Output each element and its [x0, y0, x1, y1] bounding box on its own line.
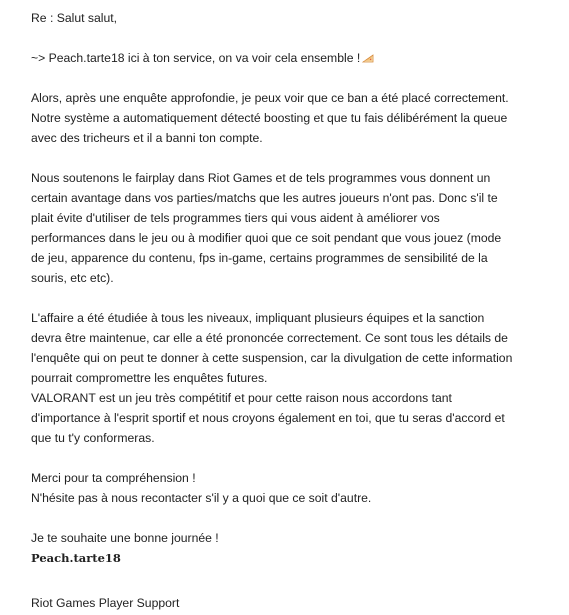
- text-line: que tu t'y conformeras.: [31, 431, 155, 445]
- agent-signature: Peach.tarte18: [31, 551, 121, 565]
- text-line: devra être maintenue, car elle a été prononcée correctement. Ce sont tous les détails de: [31, 331, 508, 345]
- text-line: VALORANT est un jeu très compétitif et pour cette raison nous accordons tant: [31, 391, 452, 405]
- greeting: Re : Salut salut,: [31, 11, 118, 25]
- spacer: [31, 448, 521, 468]
- intro-line: [31, 48, 521, 68]
- text-line: pourrait compromettre les enquêtes futures.: [31, 371, 268, 385]
- text-line: N'hésite pas à nous recontacter s'il y a quoi que ce soit d'autre.: [31, 491, 372, 505]
- text-line: d'importance à l'esprit sportif et nous croyons également en toi, que tu seras d'accord et: [31, 411, 505, 425]
- text-line: Alors, après une enquête approfondie, je peux voir que ce ban a été placé correctement.: [31, 91, 509, 105]
- text-line: Notre système a automatiquement détecté boosting et que tu fais délibérément la queue: [31, 111, 508, 125]
- closing-paragraph: [31, 468, 521, 508]
- spacer: [31, 148, 521, 168]
- text-line: performances dans le jeu ou à modifier quoi que ce soit pendant que vous jouez (mode: [31, 231, 502, 245]
- text-line: L'affaire a été étudiée à tous les niveaux, impliquant plusieurs équipes et la sanction: [31, 311, 485, 325]
- text-line: souris, etc etc).: [31, 271, 114, 285]
- text-line: Merci pour ta compréhension !: [31, 471, 196, 485]
- text-line: certain avantage dans vos parties/matchs que les autres joueurs n'ont pas. Donc s'il te: [31, 191, 498, 205]
- spacer: [31, 68, 521, 88]
- paragraph-fairplay: [31, 168, 521, 288]
- spacer: [31, 288, 521, 308]
- text-line: plait évite d'utiliser de tels programmes tiers qui vous aident à améliorer vos: [31, 211, 440, 225]
- text-line: l'enquête qui on peut te donner à cette suspension, car la divulgation de cette information: [31, 351, 513, 365]
- paragraph-investigation: [31, 88, 521, 148]
- intro-text: ~> Peach.tarte18 ici à ton service, on va voir cela ensemble !: [31, 51, 361, 65]
- paragraph-sanction: [31, 308, 521, 448]
- pie-slice-icon: [362, 54, 374, 63]
- spacer: [31, 28, 521, 48]
- text-line: de jeu, apparence du contenu, fps in-game, certains programmes de sensibilité de la: [31, 251, 488, 265]
- team-footer: Riot Games Player Support: [31, 596, 180, 610]
- spacer: [31, 508, 521, 528]
- email-body: [31, 8, 521, 568]
- text-line: Nous soutenons le fairplay dans Riot Games et de tels programmes vous donnent un: [31, 171, 491, 185]
- farewell: Je te souhaite une bonne journée !: [31, 531, 219, 545]
- text-line: avec des tricheurs et il a banni ton compte.: [31, 131, 263, 145]
